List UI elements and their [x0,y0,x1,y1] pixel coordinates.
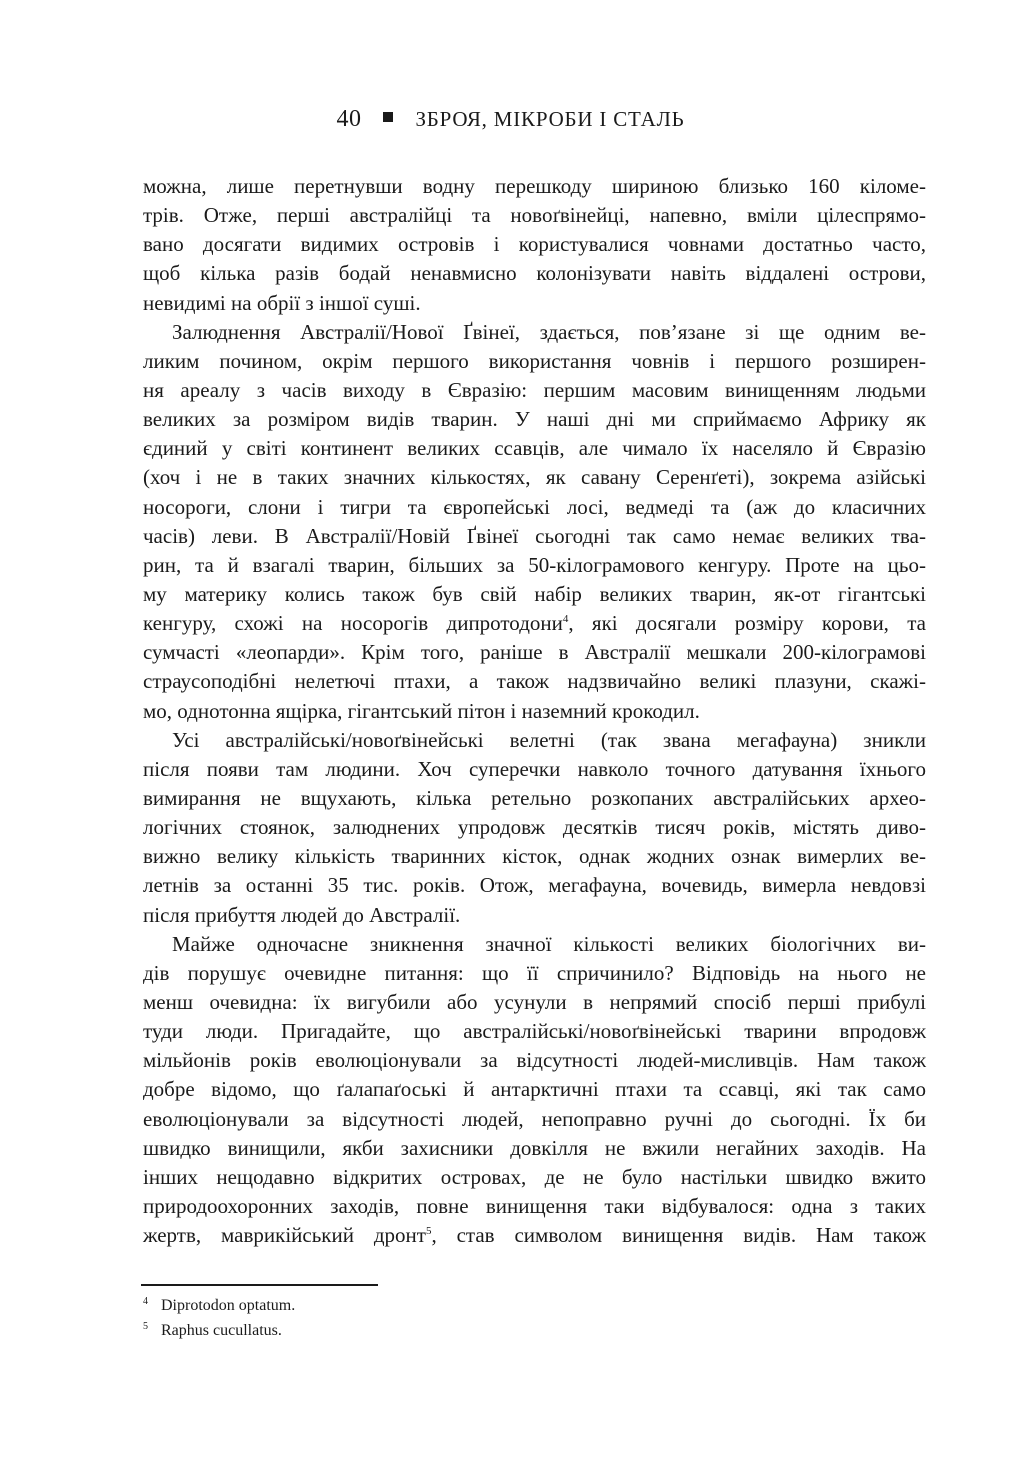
text-line-with-footnote [143,609,926,638]
text-line: інших нещодавно відкритих островах, де не було настільки швидко вжито [143,1164,926,1189]
footnotes [141,1293,641,1343]
footnote-reference-4[interactable]: 4 [562,613,569,626]
paragraph [143,930,926,1251]
text-line: після появи там людини. Хоч суперечки навколо точного датування їхнього [143,756,926,781]
text-line: менш очевидна: їх вигубили або усунули в непрямий спосіб перші прибулі [143,989,926,1014]
text-line: після прибуття людей до Австралії. [143,902,461,927]
text-line: невидимі на обрії з іншої суші. [143,290,421,315]
text-line: рин, та й взагалі тварин, більших за 50-кілограмового кенгуру. Проте на цьо- [143,552,926,577]
text-line: логічних стоянок, залюднених упродовж десятків тисяч років, містять диво- [143,815,926,840]
text-line: вижно велику кількість тваринних кісток, однак жодних ознак вимерлих ве- [143,844,926,869]
text-line: єдиний у світі континент великих ссавців, але чимало їх населяло й Євразію [143,436,926,461]
text-line: сумчасті «леопарди». Крім того, раніше в Австралії мешкали 200-кілограмові [143,640,926,665]
text-line: ликим почином, окрім першого використання човнів і першого розширен- [143,348,926,373]
text-line: носороги, слони і тигри та європейські лосі, ведмеді та (аж до класичних [143,494,926,519]
footnote-4: 4 Diprotodon optatum. [143,1296,296,1314]
paragraph [143,172,926,318]
running-head [0,104,1021,134]
text-line: швидко винищили, якби захисники довкілля не вжили негайних заходів. На [143,1135,926,1160]
paragraph [143,726,926,930]
text-line: ня ареалу з часів виходу в Євразію: першим масовим винищенням людьми [143,377,926,402]
paragraph [143,318,926,726]
text-line: часів) леви. В Австралії/Новій Ґвінеї сьогодні так само немає великих тва- [143,523,926,548]
footnote-text: Diprotodon optatum. [161,1297,296,1314]
text-line: великих за розміром видів тварин. У наші дні ми сприймаємо Африку як [143,407,926,432]
text-line: летнів за останні 35 тис. років. Отож, мегафауна, вочевидь, вимерла невдовзі [143,873,926,898]
text-line-with-footnote [143,1221,926,1250]
text-line: (хоч і не в таких значних кількостях, як савану Серенґеті), зокрема азійські [143,465,926,490]
text-line: дів порушує очевидне питання: що її спричинило? Відповідь на нього не [143,960,926,985]
text-line: му материку колись також був свій набір великих тварин, як-от гігантські [143,581,926,606]
text-line: еволюціонували за відсутності людей, непоправно ручні до сьогодні. Їх би [143,1106,926,1131]
text-line: добре відомо, що ґалапаґоські й антарктичні птахи та ссавці, які так само [143,1077,926,1102]
text-line: природоохоронних заходів, повне винищення таки відбувалося: одна з таких [143,1193,926,1218]
text-line: трів. Отже, перші австралійці та новоґвінейці, напевно, вміли цілеспрямо- [143,203,926,228]
text-line: Майже одночасне зникнення значної кількості великих біологічних ви- [172,931,926,956]
black-square-bullet-icon [383,112,393,122]
text-line: туди люди. Пригадайте, що австралійські/новоґвінейські тварини впродовж [143,1019,926,1044]
footnote-divider [141,1284,378,1286]
text-line: можна, лише перетнувши водну перешкоду шириною близько 160 кіломе- [143,174,926,198]
text-line: мо, однотонна ящірка, гігантський пітон і наземний крокодил. [143,698,700,723]
book-title: ЗБРОЯ, МІКРОБИ І СТАЛЬ [415,107,685,131]
text-line: Залюднення Австралії/Нової Ґвінеї, здається, пов’язане зі ще одним ве- [172,319,926,344]
footnote-text: Raphus cucullatus. [161,1322,282,1339]
text-line: мільйонів років еволюціонували за відсутності людей-мисливців. Нам також [143,1048,926,1073]
footnote-reference-5[interactable]: 5 [425,1225,432,1238]
text-segment: жертв, маврикійський дронт [143,1223,426,1248]
text-line: Усі австралійські/новоґвінейські велетні (так звана мегафауна) зникли [172,727,926,752]
footnote-5: 5 Raphus cucullatus. [143,1321,282,1339]
text-segment: , які досягали розміру корови, та [568,611,926,636]
text-line: вано досягати видимих островів і користувалися човнами достатньо часто, [143,232,926,257]
text-line: вимирання не вщухають, кілька ретельно розкопаних австралійських архео- [143,785,926,810]
text-segment: , став символом винищення видів. Нам також [431,1223,926,1248]
text-line: страусоподібні нелетючі птахи, а також надзвичайно великі плазуни, скажі- [143,669,926,694]
body-text [143,172,926,1250]
text-line: щоб кілька разів бодай ненавмисно колонізувати навіть віддалені острови, [143,261,926,286]
text-segment: кенгуру, схожі на носорогів дипротодони [143,611,563,636]
page-number: 40 [336,106,362,132]
